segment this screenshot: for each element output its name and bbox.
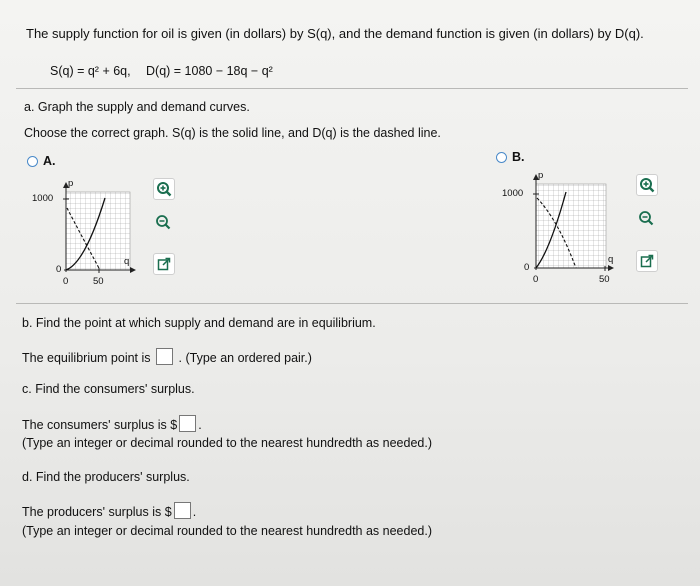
option-a-zoom-in-button[interactable] [153, 178, 175, 200]
option-b-x-tick: 50 [599, 274, 610, 285]
part-b-answer-suffix: . (Type an ordered pair.) [178, 351, 312, 365]
part-c-heading: c. Find the consumers' surplus. [22, 382, 195, 396]
option-a-graph [30, 178, 140, 290]
formula-demand: D(q) = 1080 − 18q − q² [146, 64, 273, 78]
option-a-x-axis-label: q [124, 256, 130, 267]
option-b-radio[interactable] [496, 152, 507, 163]
option-b-zoom-in-button[interactable] [636, 174, 658, 196]
part-c-answer-suffix: . [198, 418, 202, 432]
part-a-instruction: Choose the correct graph. S(q) is the solid line, and D(q) is the dashed line. [24, 126, 441, 140]
part-b-heading: b. Find the point at which supply and demand are in equilibrium. [22, 316, 376, 330]
option-a-origin-y: 0 [56, 264, 62, 275]
equilibrium-point-input[interactable] [156, 348, 173, 365]
option-a-y-axis-label: p [68, 178, 74, 189]
option-b-popout-button[interactable] [636, 250, 658, 272]
part-d-answer-suffix: . [192, 505, 197, 519]
popout-icon [157, 257, 171, 271]
option-a-popout-button[interactable] [153, 253, 175, 275]
option-b-graph [498, 170, 618, 288]
zoom-out-icon [155, 214, 171, 230]
part-a-heading: a. Graph the supply and demand curves. [24, 100, 250, 114]
option-a-label: A. [43, 154, 56, 168]
option-a-zoom-out-button[interactable] [153, 212, 173, 232]
part-d-answer-prefix: The producers' surplus is $ [22, 505, 172, 519]
option-b-zoom-out-button[interactable] [636, 208, 656, 228]
part-c-hint: (Type an integer or decimal rounded to the nearest hundredth as needed.) [22, 436, 432, 450]
option-b-x-axis-label: q [608, 254, 614, 265]
option-b-label: B. [512, 150, 525, 164]
formula-supply: S(q) = q² + 6q, [50, 64, 131, 78]
option-a-y-tick: 1000 [32, 193, 54, 204]
consumers-surplus-input[interactable] [179, 415, 196, 432]
option-b-y-tick: 1000 [502, 188, 524, 199]
part-c-answer-row [22, 415, 202, 432]
zoom-out-icon [638, 210, 654, 226]
part-c-answer-prefix: The consumers' surplus is $ [22, 418, 178, 432]
part-d-answer-row [22, 502, 196, 519]
part-b-answer-prefix: The equilibrium point is [22, 351, 151, 365]
option-a-origin-x: 0 [63, 276, 69, 287]
part-d-heading: d. Find the producers' surplus. [22, 470, 190, 484]
part-d-hint: (Type an integer or decimal rounded to the nearest hundredth as needed.) [22, 524, 432, 538]
divider [16, 303, 688, 304]
popout-icon [640, 254, 654, 268]
zoom-in-icon [156, 181, 172, 197]
option-b-origin-x: 0 [533, 274, 539, 285]
producers-surplus-input[interactable] [174, 502, 191, 519]
option-b-origin-y: 0 [524, 262, 530, 273]
divider [16, 88, 688, 89]
option-b-y-axis-label: p [538, 170, 544, 181]
zoom-in-icon [639, 177, 655, 193]
option-a-radio[interactable] [27, 156, 38, 167]
option-a-x-tick: 50 [93, 276, 104, 287]
question-intro: The supply function for oil is given (in dollars) by S(q), and the demand function is given (in dollars) by D(q). [26, 26, 644, 41]
part-b-answer-row [22, 348, 312, 365]
